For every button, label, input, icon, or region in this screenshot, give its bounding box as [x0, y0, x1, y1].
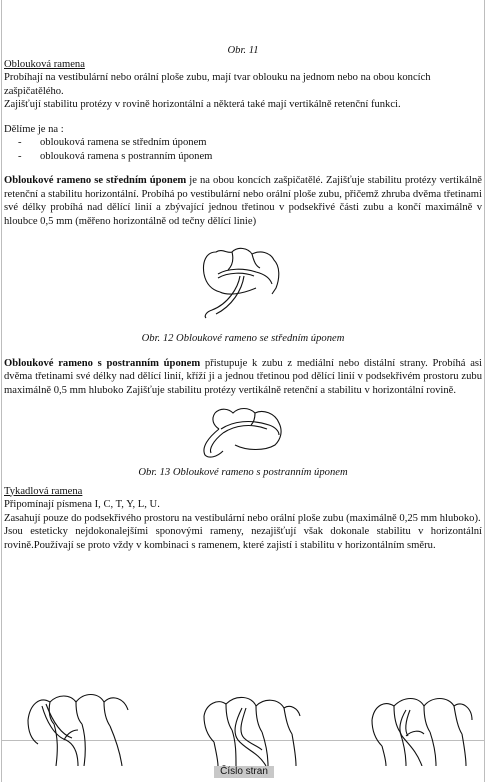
paragraph: Probíhají na vestibulární nebo orální ploše zubu, mají tvar oblouku na jednom nebo na obou koncích zašpičatělého. [4, 72, 431, 97]
list-item: - oblouková ramena se středním úponem [18, 137, 207, 148]
term: Obloukové rameno se středním úponem [4, 175, 187, 186]
page-frame-left [1, 0, 2, 782]
page-frame-right [484, 0, 485, 782]
figure-11-caption: Obr. 11 [227, 45, 259, 56]
section-heading-oblouková-ramena: Oblouková ramena [4, 58, 85, 70]
document-body [4, 44, 482, 552]
list-item-text: oblouková ramena se středním úponem [40, 137, 207, 148]
spacer [4, 163, 482, 174]
figure-13-drawing [195, 399, 291, 461]
paragraph-lateral-clasp [4, 357, 482, 398]
section-heading-tykadlová-ramena: Tykadlová ramena [4, 485, 83, 497]
list-intro: Dělíme je na : [4, 123, 64, 135]
figure-13-caption: Obr. 13 Obloukové rameno s postranním úponem [138, 467, 348, 478]
paragraph-text: přistupuje k zubu z mediální nebo distální strany. Probíhá asi dvěma třetinami své délky nad dělící linií, kříží ji a jednou třetinou pod dělící linií v podsekřivém prostoru zubu maximálně 0,5 mm hluboko Zajišťuje stabilitu protézy vertikálně retenční a stabilitu v horizontální rovině. [4, 357, 482, 396]
figure-12-caption: Obr. 12 Obloukové rameno se středním úponem [141, 333, 345, 344]
term: Obloukové rameno s postranním úponem [4, 357, 201, 369]
bar-clasp-drawing-3 [366, 680, 478, 766]
dash-list [4, 136, 482, 163]
paragraph: Zajišťují stabilitu protézy v rovině horizontální a některá také mají vertikálně retenční funkci. [4, 99, 401, 110]
bar-clasp-drawing-1 [24, 680, 136, 766]
paragraph-text: je na obou koncích zašpičatělé. Zajišťuje stabilitu protézy vertikálně retenční a stabilitu horizontální. Probíhá po vestibulární nebo orální ploše zubu, přičemž zhruba dvěma třetinami své délky probíhá nad dělící linií a zbývající jednou třetinou v podsekřivé části zubu a končí maximálně v hloubce 0,5 mm (měřeno horizontálně od tečny dělící linie) [4, 175, 482, 227]
paragraph: Připomínají písmena I, C, T, Y, L, U. [4, 499, 160, 510]
page-number: Číslo stran [214, 766, 274, 778]
bottom-figures [4, 680, 482, 766]
spacer [4, 112, 482, 123]
list-item: - oblouková ramena s postranním úponem [18, 150, 213, 162]
paragraph: Zasahují pouze do podsekřivého prostoru na vestibulární nebo orální ploše zubu (maximálně 0,25 mm hluboko). [4, 512, 481, 524]
paragraph: Jsou esteticky nejdokonalejšími sponovými rameny, nezajišťují však dokonale stabilitu v horizontální rovině.Používají se proto vždy v kombinaci s ramenem, které zajistí i stabilitu v horizontálním směru. [4, 526, 482, 551]
list-item-text: oblouková ramena s postranním úponem [40, 150, 213, 162]
figure-12-drawing [198, 244, 288, 332]
spacer [4, 346, 482, 357]
paragraph-medial-clasp [4, 174, 482, 228]
bar-clasp-drawing-2 [196, 680, 308, 766]
